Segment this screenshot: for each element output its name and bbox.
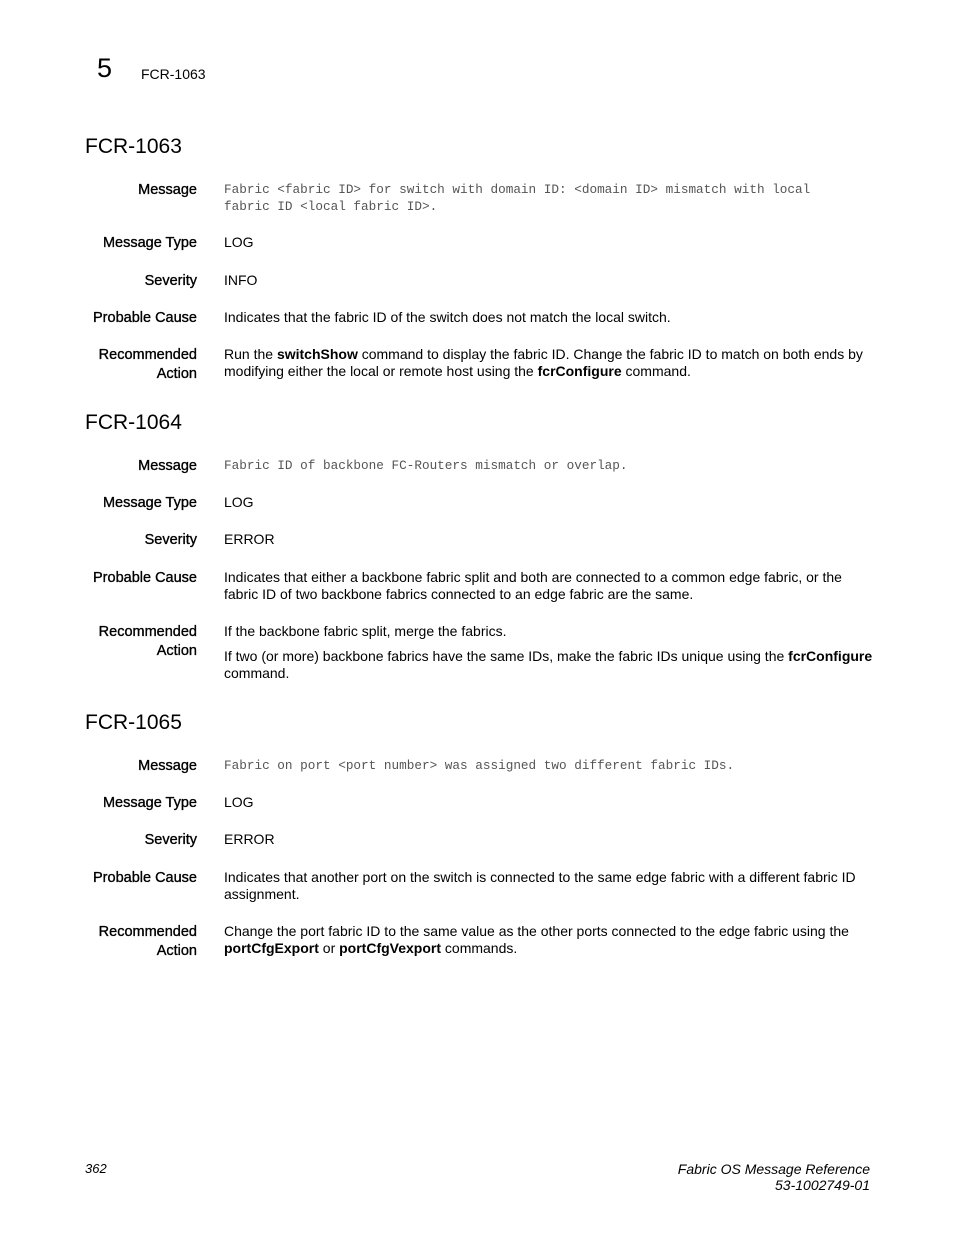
command-name: portCfgVexport — [339, 940, 442, 956]
message-type-value: LOG — [224, 794, 254, 810]
recommended-action-label — [67, 346, 197, 384]
action-text: command. — [621, 363, 691, 379]
message-type-label: Message Type — [102, 235, 197, 251]
action-text: command to display the fabric ID. Change the fabric ID to match on both ends by modifying either the local or remote host using the — [224, 346, 863, 379]
recommended-action-text — [224, 923, 874, 957]
entry-heading: FCR-1063 — [85, 135, 182, 158]
action-text: Run the — [224, 346, 277, 362]
recommended-action-label — [67, 623, 197, 661]
severity-label: Severity — [144, 832, 197, 848]
entry-heading: FCR-1064 — [85, 411, 182, 434]
probable-cause-label: Probable Cause — [93, 570, 197, 586]
label-line: Recommended — [98, 924, 197, 940]
recommended-action-text — [224, 623, 874, 690]
recommended-action-text — [224, 346, 874, 380]
page-number: 362 — [85, 1161, 107, 1176]
doc-number: 53-1002749-01 — [775, 1177, 870, 1193]
label-line: Action — [156, 943, 197, 959]
message-label: Message — [138, 182, 197, 198]
command-name: portCfgExport — [224, 940, 319, 956]
action-text: If two (or more) backbone fabrics have the same IDs, make the fabric IDs unique using the — [224, 648, 789, 664]
label-line: Action — [156, 366, 197, 382]
message-label: Message — [138, 458, 197, 474]
command-name: switchShow — [276, 346, 358, 362]
probable-cause-text: Indicates that another port on the switch is connected to the same edge fabric with a different fabric ID assignment. — [224, 869, 856, 902]
running-header-title: FCR-1063 — [141, 66, 206, 82]
footer-doc-info — [678, 1161, 870, 1193]
label-line: Recommended — [98, 347, 197, 363]
message-text: Fabric on port <port number> was assigned two different fabric IDs. — [224, 758, 735, 773]
message-type-value: LOG — [224, 494, 254, 510]
message-type-label: Message Type — [102, 495, 197, 511]
severity-label: Severity — [144, 532, 197, 548]
command-name: fcrConfigure — [537, 363, 622, 379]
action-text: or — [318, 940, 340, 956]
probable-cause-label: Probable Cause — [93, 870, 197, 886]
action-text: Change the port fabric ID to the same value as the other ports connected to the edge fabric using the — [224, 923, 849, 939]
entry-heading: FCR-1065 — [85, 711, 182, 734]
recommended-action-label — [67, 923, 197, 961]
label-line: Recommended — [98, 624, 197, 640]
message-text-line: fabric ID <local fabric ID>. — [224, 199, 438, 214]
probable-cause-text: Indicates that either a backbone fabric split and both are connected to a common edge fabric, or the fabric ID of two backbone fabrics connected to an edge fabric are the same. — [224, 569, 842, 602]
message-text: Fabric ID of backbone FC-Routers mismatch or overlap. — [224, 458, 628, 473]
action-text: commands. — [441, 940, 518, 956]
action-paragraph — [224, 648, 874, 682]
severity-label: Severity — [144, 273, 197, 289]
message-type-label: Message Type — [102, 795, 197, 811]
doc-title: Fabric OS Message Reference — [677, 1161, 870, 1177]
action-paragraph: If the backbone fabric split, merge the fabrics. — [224, 623, 507, 639]
message-text — [224, 181, 874, 215]
severity-value: ERROR — [224, 831, 275, 847]
message-label: Message — [138, 758, 197, 774]
command-name: fcrConfigure — [788, 648, 873, 664]
severity-value: ERROR — [224, 531, 275, 547]
message-text-line: Fabric <fabric ID> for switch with domain ID: <domain ID> mismatch with local — [224, 182, 811, 197]
severity-value: INFO — [224, 272, 258, 288]
action-text: command. — [224, 665, 290, 681]
message-type-value: LOG — [224, 234, 254, 250]
probable-cause-text: Indicates that the fabric ID of the switch does not match the local switch. — [224, 309, 671, 325]
chapter-number: 5 — [97, 53, 113, 83]
label-line: Action — [156, 643, 197, 659]
probable-cause-label: Probable Cause — [93, 310, 197, 326]
